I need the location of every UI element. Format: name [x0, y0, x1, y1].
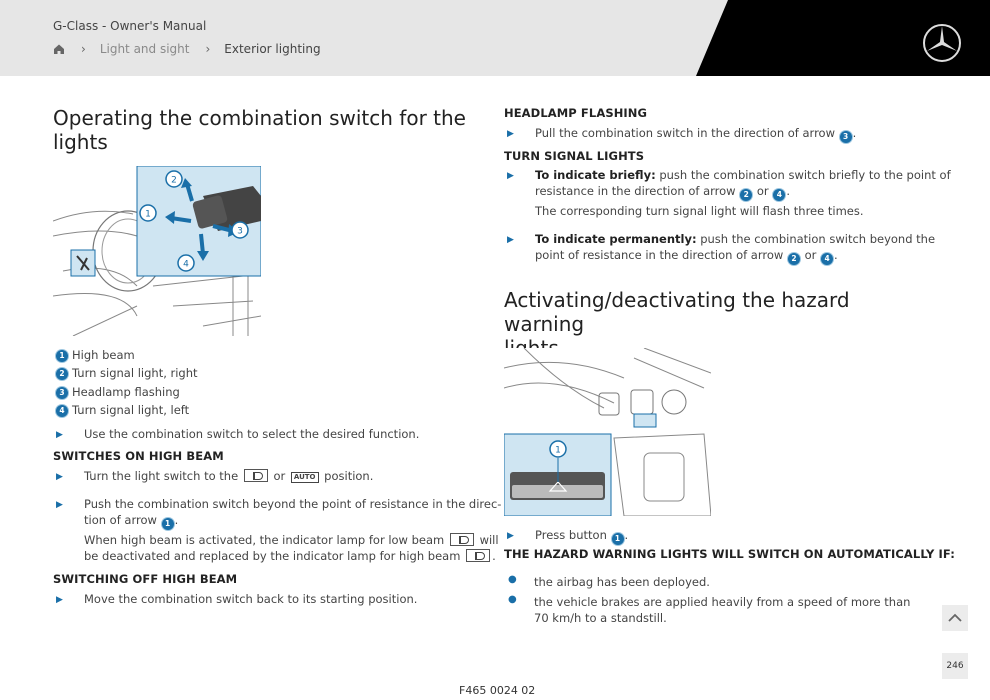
legend-headlamp-flashing: Headlamp flashing	[72, 385, 180, 399]
legend-turn-signal-right: Turn signal light, right	[72, 366, 198, 380]
switch-off-text: Move the combination switch back to its starting position.	[84, 592, 418, 606]
svg-text:1: 1	[555, 445, 561, 456]
page-title: Operating the combination switch for the lights	[53, 106, 466, 154]
step-arrow-icon: ▶	[507, 531, 514, 541]
button-number-1: 1	[612, 533, 624, 545]
step-arrow-icon: ▶	[56, 430, 63, 440]
svg-text:4: 4	[183, 259, 189, 270]
chevron-up-icon	[948, 613, 962, 623]
legend-number-3: 3	[56, 387, 68, 399]
legend-number-1: 1	[56, 350, 68, 362]
switching-off-high-beam-heading: SWITCHING OFF HIGH BEAM	[53, 572, 238, 586]
step-arrow-icon: ▶	[56, 500, 63, 510]
low-beam-symbol-icon	[244, 469, 268, 482]
mercedes-star-logo[interactable]	[922, 23, 962, 63]
header-bar	[0, 0, 990, 76]
bullet-icon: ●	[508, 594, 517, 605]
turn-signal-lights-heading: TURN SIGNAL LIGHTS	[504, 149, 645, 163]
flash-three-times-note: The corresponding turn signal light will flash three times.	[535, 204, 864, 218]
figure-callout-4	[178, 255, 194, 271]
step-arrow-icon: ▶	[56, 472, 63, 482]
legend-turn-signal-left: Turn signal light, left	[72, 403, 190, 417]
figure-callout-1	[140, 205, 156, 221]
headlamp-flashing-heading: HEADLAMP FLASHING	[504, 106, 648, 120]
figure-code: F465 0024 02	[459, 684, 536, 697]
svg-text:3: 3	[237, 226, 243, 237]
chevron-right-icon: ›	[205, 42, 211, 56]
step-arrow-icon: ▶	[507, 129, 514, 139]
step-arrow-icon: ▶	[56, 595, 63, 605]
press-button-text: Press button 1 .	[535, 528, 629, 543]
legend-high-beam: High beam	[72, 348, 135, 362]
headlamp-flashing-text: Pull the combination switch in the direction of arrow 3 .	[535, 126, 857, 141]
breadcrumb-exterior-lighting: Exterior lighting	[224, 42, 321, 56]
legend-number-4: 4	[56, 405, 68, 417]
svg-text:1: 1	[145, 209, 151, 220]
high-beam-note: When high beam is activated, the indicator lamp for low beam will be deactivated and replaced by the indicator lamp for high beam .	[84, 533, 499, 563]
indicate-briefly-text: To indicate briefly: push the combination switch briefly to the point of resistance in the direction of arrow 2 or 4 .	[535, 168, 951, 199]
switches-on-high-beam-heading: SWITCHES ON HIGH BEAM	[53, 449, 224, 463]
figure-callout-1	[550, 441, 566, 457]
breadcrumb	[53, 42, 321, 56]
low-beam-symbol-icon	[450, 533, 474, 546]
bullet-brakes: the vehicle brakes are applied heavily from a speed of more than 70 km/h to a standstill.	[534, 595, 911, 625]
auto-symbol-icon: AUTO	[291, 472, 319, 483]
combination-switch-figure	[53, 166, 261, 336]
scroll-top-button[interactable]	[942, 605, 968, 631]
home-icon[interactable]	[53, 43, 65, 55]
chevron-right-icon: ›	[81, 42, 86, 56]
figure-callout-3	[232, 222, 248, 238]
bullet-icon: ●	[508, 574, 517, 585]
step-arrow-icon: ▶	[507, 171, 514, 181]
svg-text:2: 2	[171, 175, 177, 186]
indicate-permanently-text: To indicate permanently: push the combination switch beyond the point of resistance in the direction of arrow 2 or 4 .	[535, 232, 936, 263]
arrow-number-1: 1	[162, 518, 174, 530]
bullet-airbag: the airbag has been deployed.	[534, 575, 710, 589]
legend-number-2: 2	[56, 368, 68, 380]
arrow-number-3: 3	[840, 131, 852, 143]
figure-callout-2	[166, 171, 182, 187]
page-number-button[interactable]	[942, 653, 968, 679]
hazard-section-title: Activating/deactivating the hazard warning	[504, 288, 850, 336]
step-turn-light-switch: Turn the light switch to the or AUTO position.	[84, 469, 374, 483]
hazard-button-figure	[504, 348, 711, 516]
select-function-text: Use the combination switch to select the desired function.	[84, 427, 420, 441]
breadcrumb-light-and-sight[interactable]: Light and sight	[99, 42, 190, 56]
high-beam-symbol-icon	[466, 549, 490, 562]
step-push-combination-switch: Push the combination switch beyond the point of resistance in the direc- tion of arrow 1 .	[84, 497, 502, 528]
page-number: 246	[946, 661, 964, 671]
auto-hazard-heading: THE HAZARD WARNING LIGHTS WILL SWITCH ON AUTOMATICALLY IF:	[504, 547, 955, 561]
manual-title: G-Class - Owner's Manual	[53, 19, 207, 33]
step-arrow-icon: ▶	[507, 235, 514, 245]
